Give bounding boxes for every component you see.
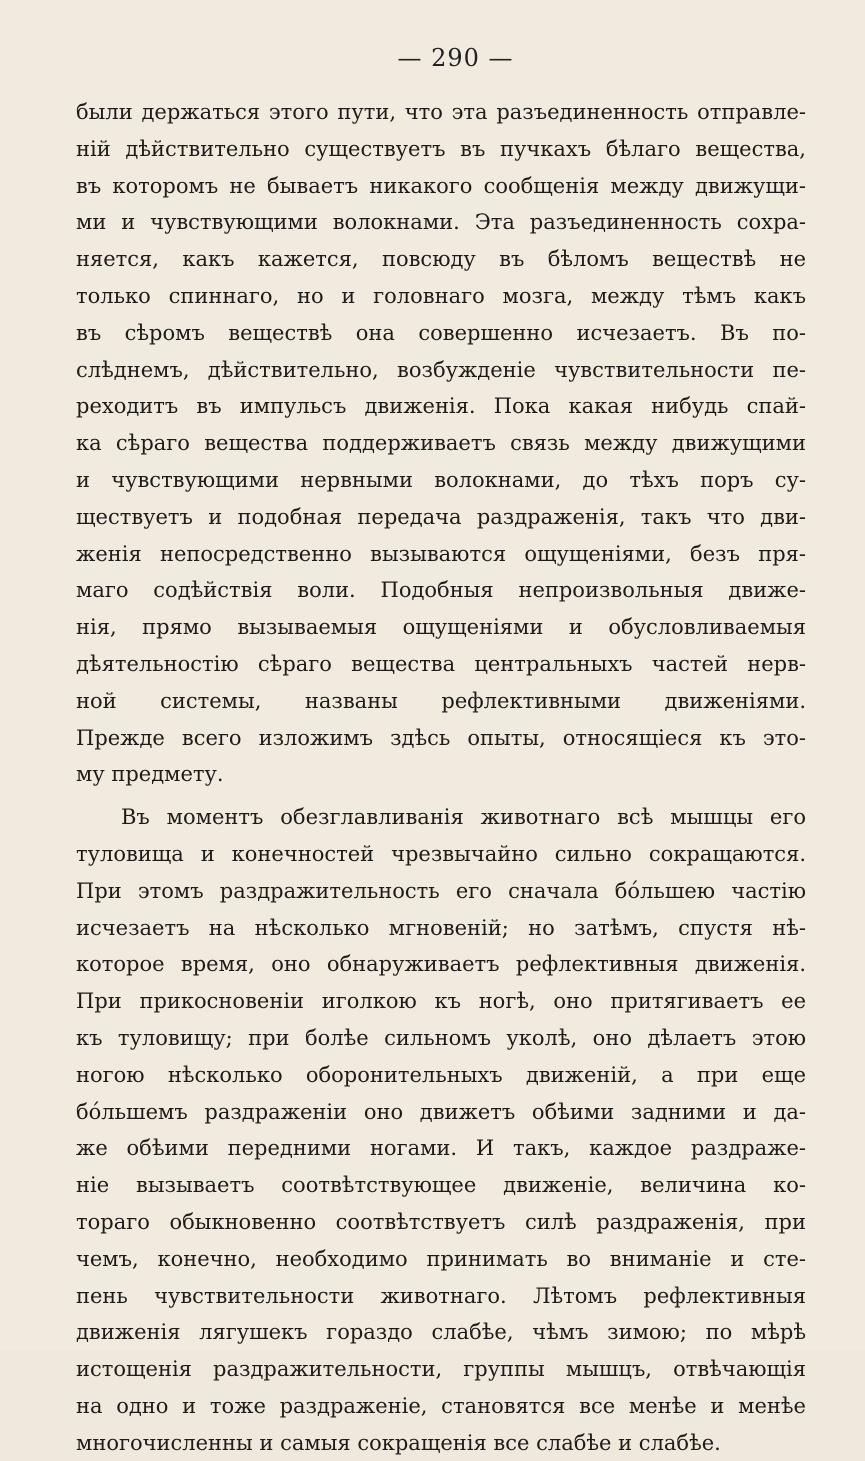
- text-line: пень чувствительности животнаго. Лѣтомъ рефлективныя: [76, 1283, 806, 1308]
- text-line: маго содѣйствія воли. Подобныя непроизвольныя движе-: [76, 578, 806, 603]
- text-line: Прежде всего изложимъ здѣсь опыты, относящіеся къ это-: [76, 725, 806, 750]
- text-line: ногою нѣсколько оборонительныхъ движеній, а при еще: [76, 1062, 806, 1087]
- text-line: дѣятельностію сѣраго вещества центральныхъ частей нерв-: [76, 651, 806, 676]
- text-line: нія, прямо вызываемыя ощущеніями и обусловливаемыя: [76, 615, 806, 640]
- text-line: къ туловищу; при болѣе сильномъ уколѣ, оно дѣлаетъ этою: [76, 1025, 806, 1050]
- text-line: и чувствующими нервными волокнами, до тѣхъ поръ су-: [76, 467, 806, 492]
- text-line: истощенія раздражительности, группы мышцъ, отвѣчающія: [76, 1357, 806, 1382]
- text-line: женія непосредственно вызываются ощущеніями, безъ пря-: [76, 541, 806, 566]
- text-line: движенія лягушекъ гораздо слабѣе, чѣмъ зимою; по мѣрѣ: [76, 1320, 806, 1345]
- text-line: ніе вызываетъ соотвѣтствующее движеніе, величина ко-: [76, 1173, 806, 1198]
- text-line: исчезаетъ на нѣсколько мгновеній; но затѣмъ, спустя нѣ-: [76, 915, 806, 940]
- text-line: на одно и тоже раздраженіе, становятся все менѣе и менѣе: [76, 1393, 806, 1418]
- text-line: ми и чувствующими волокнами. Эта разъединенность сохра-: [76, 210, 806, 235]
- text-line: му предмету.: [76, 762, 224, 787]
- text-line: которое время, оно обнаруживаетъ рефлективныя движенія.: [76, 952, 806, 977]
- text-line: ній дѣйствительно существуетъ въ пучкахъ бѣлаго вещества,: [76, 136, 806, 161]
- text-line: При прикосновеніи иголкою къ ногѣ, оно притягиваетъ ее: [76, 989, 806, 1014]
- text-line: были держаться этого пути, что эта разъединенность отправле-: [76, 100, 806, 124]
- text-line: ной системы, названы рефлективными движеніями.: [76, 688, 806, 713]
- text-line: бо́льшемъ раздраженіи оно движетъ обѣими задними и да-: [76, 1099, 806, 1124]
- text-line: многочисленны и самыя сокращенія все слабѣе и слабѣе.: [76, 1430, 721, 1455]
- text-line: слѣднемъ, дѣйствительно, возбужденіе чувствительности пе-: [76, 357, 806, 382]
- text-line: Въ моментъ обезглавливанія животнаго всѣ мышцы его: [121, 805, 806, 830]
- text-line: же обѣими передними ногами. И такъ, каждое раздраже-: [76, 1136, 806, 1161]
- text-line: тораго обыкновенно соотвѣтствуетъ силѣ раздраженія, при: [76, 1209, 806, 1234]
- text-line: ка сѣраго вещества поддерживаетъ связь между движущими: [76, 431, 806, 456]
- page-number: — 290 —: [397, 44, 514, 72]
- text-line: въ сѣромъ веществѣ она совершенно исчезаетъ. Въ по-: [76, 320, 806, 345]
- text-line: При этомъ раздражительность его сначала бо́льшею частію: [76, 878, 806, 903]
- text-line: реходитъ въ импульсъ движенія. Пока какая нибудь спай-: [76, 394, 806, 419]
- text-line: ществуетъ и подобная передача раздраженія, такъ что дви-: [76, 504, 806, 529]
- text-line: въ которомъ не бываетъ никакого сообщенія между движущи-: [76, 173, 806, 198]
- paragraph-1: [76, 94, 805, 793]
- text-line: только спиннаго, но и головнаго мозга, между тѣмъ какъ: [76, 283, 806, 308]
- text-line: туловища и конечностей чрезвычайно сильно сокращаются.: [76, 841, 806, 866]
- paragraph-2: [76, 799, 805, 1461]
- text-line: чемъ, конечно, необходимо принимать во вниманіе и сте-: [76, 1246, 806, 1271]
- text-line: няется, какъ кажется, повсюду въ бѣломъ веществѣ не: [76, 247, 806, 272]
